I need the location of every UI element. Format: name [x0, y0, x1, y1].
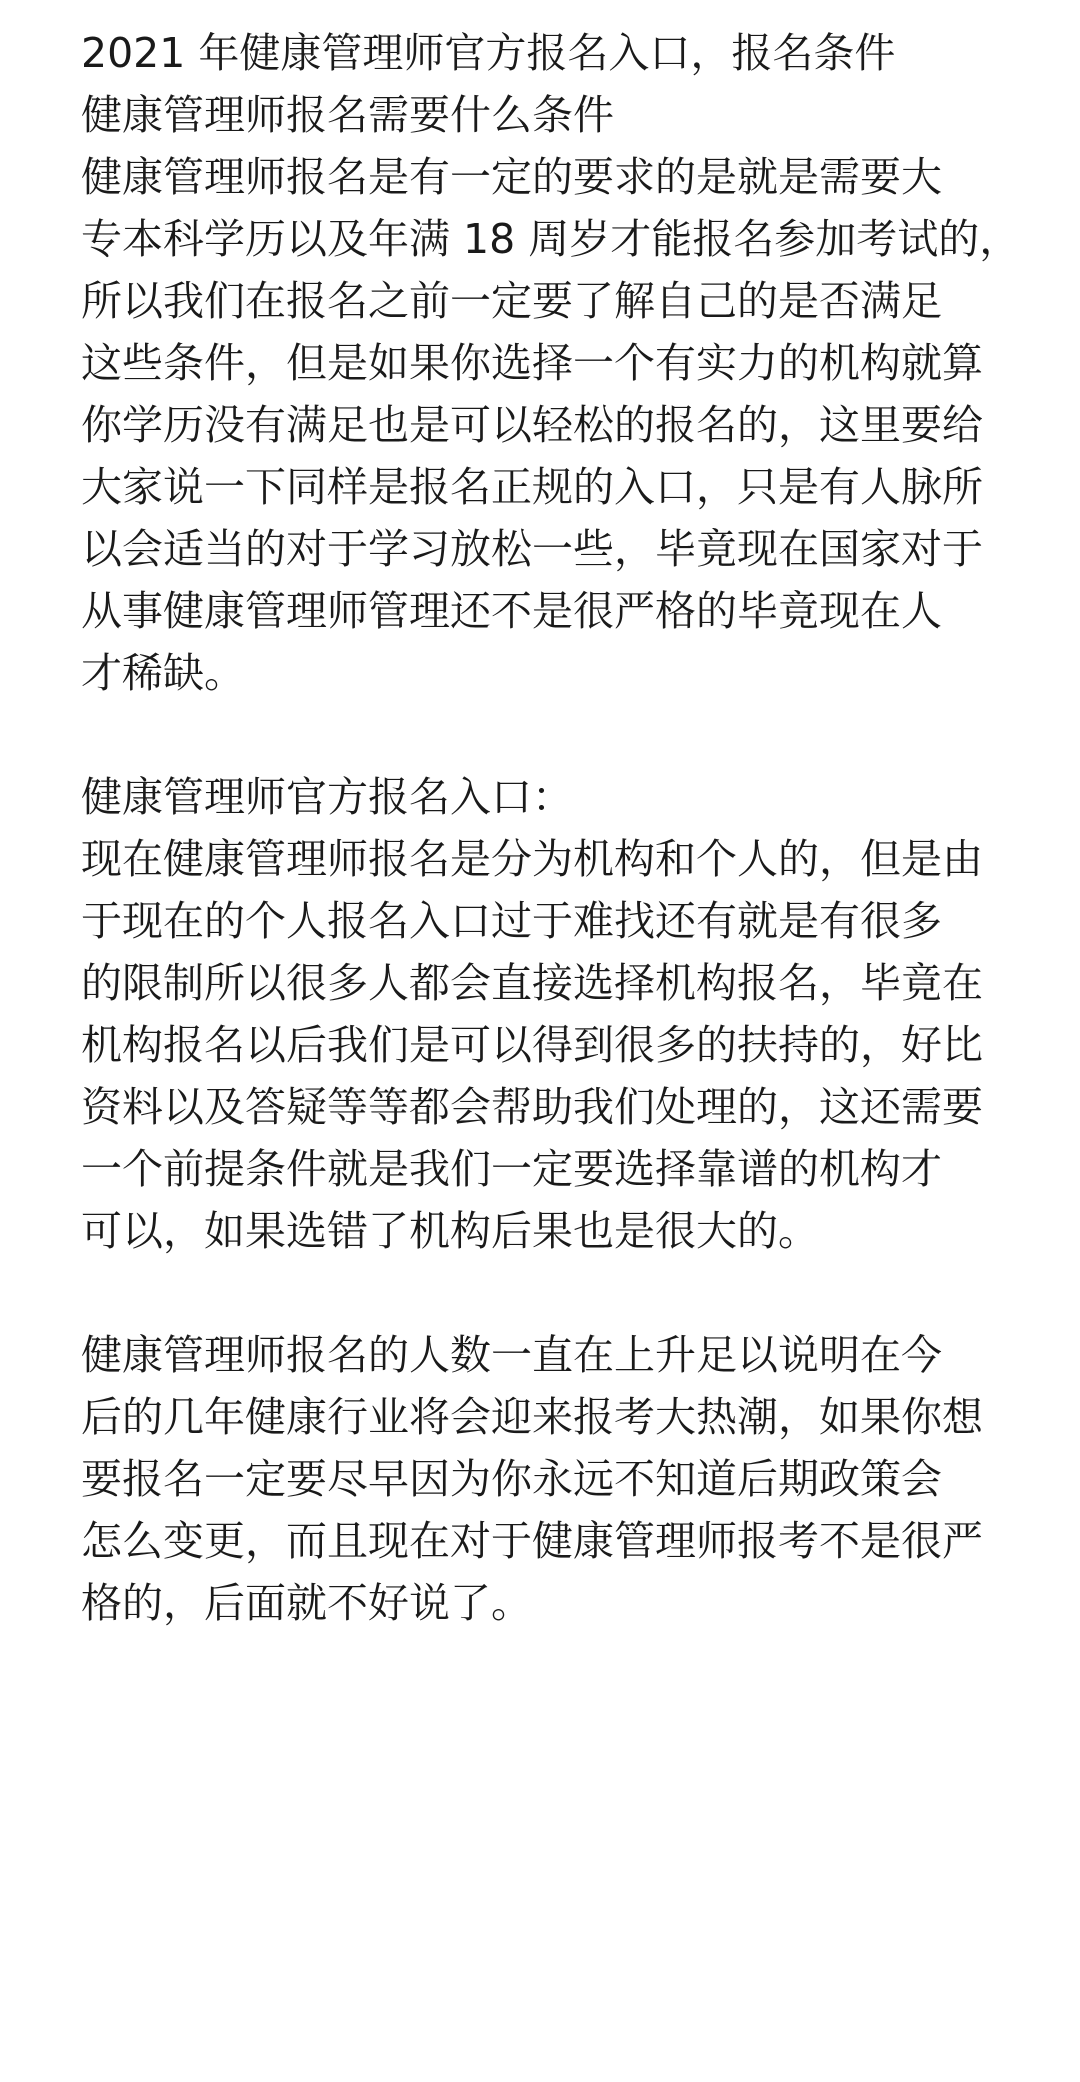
- article-body: [81, 22, 1021, 1634]
- paragraph-line: 所以我们在报名之前一定要了解自己的是否满足: [81, 277, 942, 325]
- paragraph-2: [81, 828, 999, 1262]
- paragraph-line: 可以，如果选错了机构后果也是很大的。: [81, 1207, 819, 1255]
- paragraph-line: 的限制所以很多人都会直接选择机构报名，毕竟在: [81, 959, 983, 1007]
- paragraph-line: 现在健康管理师报名是分为机构和个人的，但是由: [81, 835, 983, 883]
- paragraph-1: [81, 146, 1021, 704]
- paragraph-line: 格的，后面就不好说了。: [81, 1579, 532, 1627]
- paragraph-spacer: [81, 704, 999, 766]
- article-title: 2021 年健康管理师官方报名入口，报名条件: [81, 29, 896, 77]
- paragraph-line: 专本科学历以及年满 18 周岁才能报名参加考试的，: [81, 215, 1021, 263]
- paragraph-line: 后的几年健康行业将会迎来报考大热潮，如果你想: [81, 1393, 983, 1441]
- paragraph-3: [81, 1324, 999, 1634]
- paragraph-line: 怎么变更，而且现在对于健康管理师报考不是很严: [81, 1517, 983, 1565]
- paragraph-line: 这些条件，但是如果你选择一个有实力的机构就算: [81, 339, 983, 387]
- paragraph-line: 大家说一下同样是报名正规的入口，只是有人脉所: [81, 463, 983, 511]
- paragraph-line: 从事健康管理师管理还不是很严格的毕竟现在人: [81, 587, 942, 635]
- paragraph-line: 机构报名以后我们是可以得到很多的扶持的，好比: [81, 1021, 983, 1069]
- paragraph-spacer: [81, 1262, 999, 1324]
- paragraph-line: 健康管理师报名是有一定的要求的是就是需要大: [81, 153, 942, 201]
- paragraph-line: 健康管理师报名的人数一直在上升足以说明在今: [81, 1331, 942, 1379]
- paragraph-line: 才稀缺。: [81, 649, 245, 697]
- article-subtitle: 健康管理师报名需要什么条件: [81, 91, 614, 139]
- paragraph-line: 以会适当的对于学习放松一些，毕竟现在国家对于: [81, 525, 983, 573]
- paragraph-line: 于现在的个人报名入口过于难找还有就是有很多: [81, 897, 942, 945]
- paragraph-line: 你学历没有满足也是可以轻松的报名的，这里要给: [81, 401, 983, 449]
- paragraph-line: 一个前提条件就是我们一定要选择靠谱的机构才: [81, 1145, 942, 1193]
- paragraph-line: 资料以及答疑等等都会帮助我们处理的，这还需要: [81, 1083, 983, 1131]
- section-heading: 健康管理师官方报名入口：: [81, 773, 573, 821]
- paragraph-line: 要报名一定要尽早因为你永远不知道后期政策会: [81, 1455, 942, 1503]
